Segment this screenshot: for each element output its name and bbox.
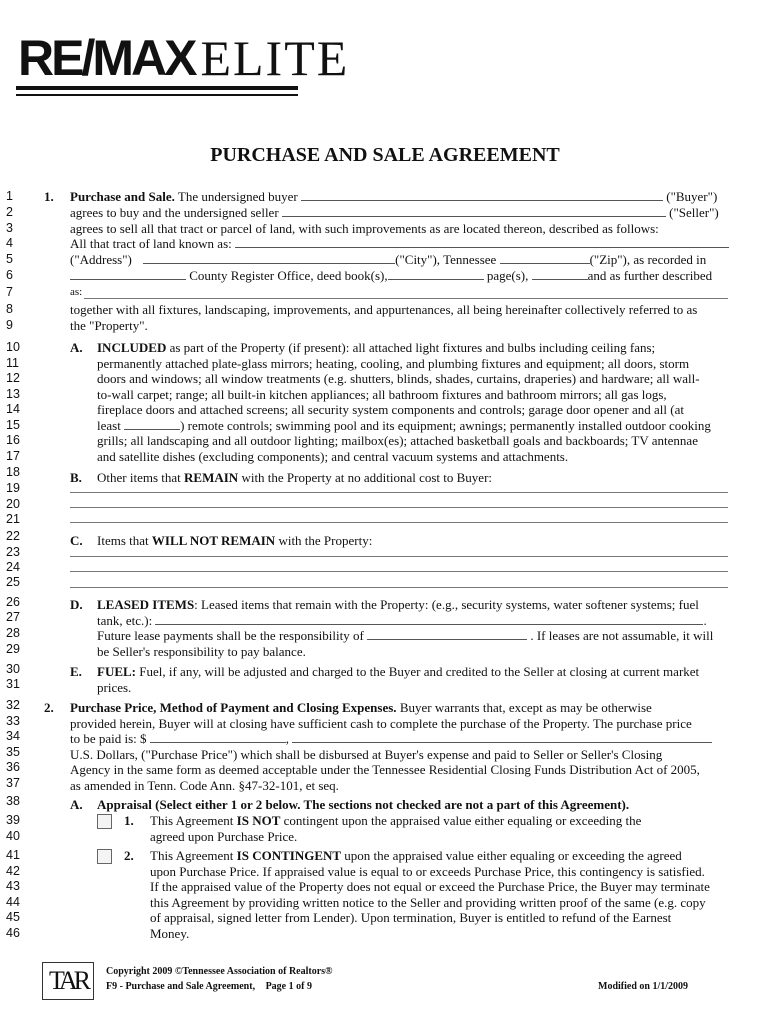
s1a-line12: doors and windows; all window treatments (e.g. shutters, blinds, shades, curtains, draperies) and hardware; all wall- — [97, 371, 700, 386]
s1-l5c: ("Zip"), as recorded in — [589, 252, 707, 267]
s1a-line10 — [97, 340, 655, 356]
sD-l27end: . — [703, 613, 707, 628]
line-number: 23 — [6, 545, 20, 559]
s2-line35: U.S. Dollars, ("Purchase Price") which shall be disbursed at Buyer's expense and paid to Seller or Seller's Closing — [70, 747, 663, 762]
s1d-line26 — [97, 597, 699, 613]
sE-l30: Fuel, if any, will be adjusted and charged to the Buyer and credited to the Seller at closing at current market — [139, 664, 700, 679]
s1-l1a: The undersigned buyer — [177, 189, 298, 204]
lease-responsibility-field[interactable] — [367, 629, 527, 640]
line-number: 36 — [6, 760, 20, 774]
s1c-letter: C. — [70, 533, 83, 548]
line-number: 5 — [6, 252, 13, 266]
s1-l6a: County Register Office, deed book(s), — [189, 268, 388, 283]
appraisal-option-2-checkbox[interactable] — [97, 849, 112, 864]
remote-count-field[interactable] — [124, 419, 180, 430]
s1d-line28 — [97, 628, 713, 644]
line-number: 22 — [6, 529, 20, 543]
s1-line1 — [70, 189, 717, 205]
line-number: 21 — [6, 512, 20, 526]
o1-l39c: contingent upon the appraised value either equaling or exceeding the — [283, 813, 642, 828]
further-description-field[interactable] — [84, 298, 728, 299]
buyer-name-field[interactable] — [301, 190, 663, 201]
line-number: 11 — [6, 356, 19, 370]
sA-l15b: ) remote controls; swimming pool and its equipment; awnings; permanently installed outdoor cooking — [180, 418, 711, 433]
s1-l7: as: — [70, 286, 83, 298]
option-2-line42: upon Purchase Price. If appraised value is equal to or exceeds Purchase Price, this contingency is satisfied. — [150, 864, 705, 879]
s2-line34 — [70, 731, 712, 747]
s1-l4: All that tract of land known as: — [70, 236, 232, 251]
page-title: PURCHASE AND SALE AGREEMENT — [210, 144, 560, 166]
line-number: 7 — [6, 285, 13, 299]
line-number: 35 — [6, 745, 20, 759]
sC-bold: WILL NOT REMAIN — [151, 533, 276, 548]
line-number: 30 — [6, 662, 20, 676]
s1-line3: agrees to sell all that tract or parcel of land, with such improvements as are located thereon, described as follows: — [70, 221, 659, 236]
s2a-heading: Appraisal (Select either 1 or 2 below. The sections not checked are not a part of this Agreement). — [97, 797, 630, 812]
s1-line5 — [70, 252, 706, 268]
remain-items-line-2[interactable] — [70, 507, 728, 508]
leased-items-heading: LEASED ITEMS — [97, 597, 195, 612]
line-number: 41 — [6, 848, 20, 862]
s1d-line27 — [97, 613, 707, 629]
s2-line33: provided herein, Buyer will at closing have sufficient cash to complete the purchase of the Property. The purchase price — [70, 716, 692, 731]
line-number: 1 — [6, 189, 13, 203]
section-1-number: 1. — [44, 189, 54, 204]
line-number: 3 — [6, 221, 13, 235]
s2-heading: Purchase Price, Method of Payment and Closing Expenses. — [70, 700, 397, 715]
s1-l2a: agrees to buy and the undersigned seller — [70, 205, 279, 220]
line-number: 29 — [6, 642, 20, 656]
line-number: 13 — [6, 387, 20, 401]
line-number: 45 — [6, 910, 20, 924]
line-number: 34 — [6, 729, 20, 743]
logo-bar-thin — [16, 94, 298, 96]
sD-l28a: Future lease payments shall be the responsibility of — [97, 628, 364, 643]
line-number: 44 — [6, 895, 20, 909]
line-number: 28 — [6, 626, 20, 640]
address-field[interactable] — [143, 253, 395, 264]
s1b-line18 — [97, 470, 492, 486]
line-number: 43 — [6, 879, 20, 893]
county-field[interactable] — [70, 269, 186, 280]
included-heading: INCLUDED — [97, 340, 167, 355]
s1-l6b: page(s), — [486, 268, 529, 283]
line-number: 46 — [6, 926, 20, 940]
logo-remax: RE/MAX — [18, 30, 195, 86]
s1e-line31: prices. — [97, 680, 132, 695]
sB-bold: REMAIN — [184, 470, 239, 485]
sD-l28b: . If leases are not assumable, it will — [530, 628, 714, 643]
line-number: 32 — [6, 698, 20, 712]
s1a-line17: and satellite dishes (excluding components); and central vacuum systems and attachments. — [97, 449, 569, 464]
s1-line7 — [70, 285, 82, 301]
line-number: 42 — [6, 864, 20, 878]
not-remain-items-line-2[interactable] — [70, 571, 728, 572]
s2-line37: as amended in Tenn. Code Ann. §47-32-101, et seq. — [70, 778, 339, 793]
o2-l41b: IS CONTINGENT — [236, 848, 342, 863]
s1-line2 — [70, 205, 719, 221]
logo-elite: ELITE — [200, 30, 350, 86]
option-2-line43: If the appraised value of the Property does not equal or exceed the Purchase Price, the Buyer may terminate — [150, 879, 710, 894]
line-number: 27 — [6, 610, 20, 624]
option-2-line46: Money. — [150, 926, 190, 941]
s1a-letter: A. — [70, 340, 83, 355]
s1b-letter: B. — [70, 470, 82, 485]
s2-line32 — [70, 700, 652, 716]
o2-l41a: This Agreement — [150, 848, 234, 863]
o1-l39a: This Agreement — [150, 813, 234, 828]
tar-logo: TAR — [42, 962, 94, 1000]
remain-items-line-1[interactable] — [70, 492, 728, 493]
sB-post: with the Property at no additional cost to Buyer: — [241, 470, 493, 485]
s1e-letter: E. — [70, 664, 82, 679]
s1-l2b: ("Seller") — [669, 205, 719, 220]
s1-line4 — [70, 236, 729, 252]
sA-l10: as part of the Property (if present): all attached light fixtures and bulbs including ceiling fans; — [169, 340, 656, 355]
s1c-line22 — [97, 533, 372, 549]
option-1-line39 — [150, 813, 641, 829]
footer-modified: Modified on 1/1/2009 — [598, 981, 689, 992]
line-number: 40 — [6, 829, 20, 843]
line-number: 15 — [6, 418, 20, 432]
zip-field[interactable] — [500, 253, 590, 264]
s2-l32: Buyer warrants that, except as may be otherwise — [399, 700, 652, 715]
deed-book-field[interactable] — [388, 269, 484, 280]
line-number: 9 — [6, 318, 13, 332]
line-number: 4 — [6, 236, 13, 250]
s1-l1b: ("Buyer") — [666, 189, 718, 204]
line-number: 17 — [6, 449, 20, 463]
option-1-line40: agreed upon Purchase Price. — [150, 829, 298, 844]
line-number: 24 — [6, 560, 20, 574]
option-2-number: 2. — [124, 848, 134, 863]
sC-post: with the Property: — [278, 533, 373, 548]
line-number: 20 — [6, 497, 20, 511]
s1d-line29: be Seller's responsibility to pay balance. — [97, 644, 306, 659]
appraisal-option-1-checkbox[interactable] — [97, 814, 112, 829]
line-number: 12 — [6, 371, 20, 385]
remax-elite-logo — [16, 28, 350, 110]
line-number: 16 — [6, 433, 20, 447]
line-number: 31 — [6, 677, 20, 691]
s1-line6 — [70, 268, 712, 284]
s1-l6c: and as further described — [587, 268, 713, 283]
option-2-line45: of appraisal, signed letter from Lender). Upon termination, Buyer is entitled to refund of the Earnest — [150, 910, 672, 925]
s1a-line16: grills; all landscaping and all outdoor lighting; mailbox(es); attached basketball goals and backboards; TV antennae — [97, 433, 698, 448]
s1d-letter: D. — [70, 597, 83, 612]
line-number: 19 — [6, 481, 20, 495]
purchase-price-numeric-field[interactable] — [150, 732, 286, 743]
land-known-as-field[interactable] — [235, 237, 729, 248]
s1-l5a: ("Address") — [70, 252, 132, 267]
line-number: 25 — [6, 575, 20, 589]
option-2-line41 — [150, 848, 682, 864]
s1a-line15 — [97, 418, 711, 434]
s1e-line30 — [97, 664, 699, 680]
section-2-number: 2. — [44, 700, 54, 715]
option-2-line44: this Agreement by providing written notice to the Seller and providing written proof of the same (e.g. copy — [150, 895, 706, 910]
fuel-heading: FUEL: — [97, 664, 136, 679]
s2-l34b: , — [285, 731, 290, 746]
sC-pre: Items that — [97, 533, 149, 548]
page-field[interactable] — [532, 269, 588, 280]
s1-line9: the "Property". — [70, 318, 148, 333]
o1-l39b: IS NOT — [236, 813, 281, 828]
line-number: 14 — [6, 402, 20, 416]
purchase-price-words-field[interactable] — [292, 732, 712, 743]
sD-l26: : Leased items that remain with the Property: (e.g., security systems, water softener systems; fuel — [194, 597, 699, 612]
logo-bar — [16, 86, 298, 90]
line-number: 37 — [6, 776, 20, 790]
o2-l41c: upon the appraised value either equaling or exceeding the agreed — [344, 848, 682, 863]
line-number: 2 — [6, 205, 13, 219]
line-number: 38 — [6, 794, 20, 808]
leased-items-field[interactable] — [155, 614, 703, 625]
not-remain-items-line-1[interactable] — [70, 556, 728, 557]
line-number: 18 — [6, 465, 20, 479]
footer-form — [106, 981, 312, 992]
s1-line8: together with all fixtures, landscaping, improvements, and appurtenances, all being hereinafter collectively referred to as — [70, 302, 698, 317]
s1-heading: Purchase and Sale. — [70, 189, 175, 204]
sB-pre: Other items that — [97, 470, 181, 485]
s1-l5b: ("City"), Tennessee — [395, 252, 497, 267]
option-1-number: 1. — [124, 813, 134, 828]
sA-l15a: least — [97, 418, 121, 433]
line-number: 26 — [6, 595, 20, 609]
seller-name-field[interactable] — [282, 206, 666, 217]
footer-copyright: Copyright 2009 ©Tennessee Association of Realtors® — [106, 966, 333, 977]
line-number: 39 — [6, 813, 20, 827]
line-number: 33 — [6, 714, 20, 728]
sD-l27: tank, etc.): — [97, 613, 153, 628]
s1a-line13: to-wall carpet; range; all built-in kitchen appliances; all bathroom fixtures and bathroom mirrors; all gas logs, — [97, 387, 667, 402]
remain-items-line-3[interactable] — [70, 522, 728, 523]
line-number: 8 — [6, 302, 13, 316]
s1a-line11: permanently attached plate-glass mirrors; heating, cooling, and plumbing fixtures and equipment; all doors, storm — [97, 356, 690, 371]
s2a-letter: A. — [70, 797, 83, 812]
line-number: 6 — [6, 268, 13, 282]
line-number: 10 — [6, 340, 20, 354]
s1a-line14: fireplace doors and attached screens; all security system components and controls; garage door opener and all (at — [97, 402, 684, 417]
s2-l34: to be paid is: $ — [70, 731, 147, 746]
not-remain-items-line-3[interactable] — [70, 587, 728, 588]
s2-line36: Agency in the same form as deemed acceptable under the Tennessee Residential Closing Funds Distribution Act of 2005, — [70, 762, 700, 777]
footer-page-number: Page 1 of 9 — [265, 981, 312, 992]
footer-form-name: F9 - Purchase and Sale Agreement, — [106, 981, 256, 992]
